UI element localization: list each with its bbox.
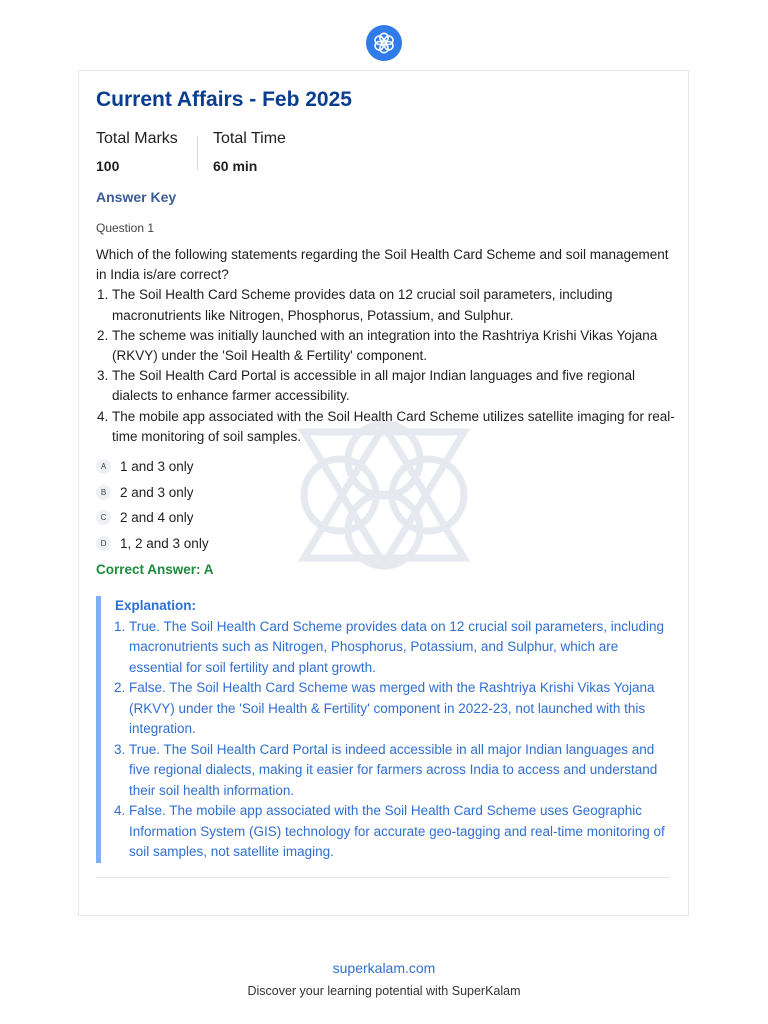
statement-item: 1. The Soil Health Card Scheme provides data on 12 crucial soil parameters, including macronutrients like Nitrogen, Phosphorus, Potassium, and Sulphur.	[112, 285, 676, 325]
explanation-item: 2. False. The Soil Health Card Scheme was merged with the Rashtriya Krishi Vikas Yojana (RKVY) under the 'Soil Health & Fertility' component in 2022-23, not launched with this integration.	[129, 678, 674, 740]
meta-divider	[197, 136, 198, 170]
statement-item: 4. The mobile app associated with the Soil Health Card Scheme utilizes satellite imaging for real-time monitoring of soil samples.	[112, 407, 676, 447]
option-a[interactable]	[96, 454, 209, 480]
option-text: 1 and 3 only	[120, 459, 194, 475]
option-c[interactable]	[96, 505, 209, 531]
option-letter-badge: D	[96, 536, 111, 551]
explanation-item: 4. False. The mobile app associated with the Soil Health Card Scheme uses Geographic Information System (GIS) technology for accurate geo-tagging and real-time monitoring of soil samples, not satellite imaging.	[129, 801, 674, 863]
option-d[interactable]	[96, 531, 209, 557]
question-body	[96, 245, 676, 447]
option-b[interactable]	[96, 480, 209, 506]
options-list	[96, 454, 209, 556]
option-text: 2 and 3 only	[120, 484, 194, 500]
total-marks-label: Total Marks	[96, 130, 178, 147]
total-time-value: 60 min	[213, 158, 258, 174]
option-letter-badge: C	[96, 510, 111, 525]
explanation-item: 3. True. The Soil Health Card Portal is indeed accessible in all major Indian languages and five regional dialects, making it easier for farmers across India to access and understand their soil health information.	[129, 740, 674, 802]
total-marks-block	[96, 128, 178, 174]
correct-answer: Correct Answer: A	[96, 562, 214, 577]
total-time-label: Total Time	[213, 130, 286, 147]
divider	[96, 877, 670, 878]
footer-website-link[interactable]: superkalam.com	[332, 960, 436, 976]
page-title: Current Affairs - Feb 2025	[96, 88, 352, 111]
total-marks-value: 100	[96, 158, 120, 174]
explanation-item: 1. True. The Soil Health Card Scheme provides data on 12 crucial soil parameters, including macronutrients such as Nitrogen, Phosphorus, Potassium, and Sulphur, which are essential for soil fertility and plant growth.	[129, 617, 674, 679]
question-stem: Which of the following statements regarding the Soil Health Card Scheme and soil management in India is/are correct?	[96, 247, 669, 283]
option-text: 2 and 4 only	[120, 510, 194, 526]
question-number: Question 1	[96, 221, 155, 235]
explanation-title: Explanation:	[115, 598, 197, 613]
superkalam-logo-icon	[366, 25, 402, 61]
option-letter-badge: A	[96, 459, 111, 474]
footer-tagline: Discover your learning potential with SuperKalam	[247, 984, 521, 998]
explanation-list	[115, 617, 674, 863]
total-time-block	[213, 128, 286, 174]
option-letter-badge: B	[96, 485, 111, 500]
statement-list	[96, 285, 676, 447]
answer-key-heading: Answer Key	[96, 189, 177, 205]
explanation-box	[96, 596, 674, 863]
option-text: 1, 2 and 3 only	[120, 535, 209, 551]
statement-item: 3. The Soil Health Card Portal is accessible in all major Indian languages and five regional dialects to enhance farmer accessibility.	[112, 366, 676, 406]
statement-item: 2. The scheme was initially launched with an integration into the Rashtriya Krishi Vikas Yojana (RKVY) under the 'Soil Health & Fertility' component.	[112, 326, 676, 366]
